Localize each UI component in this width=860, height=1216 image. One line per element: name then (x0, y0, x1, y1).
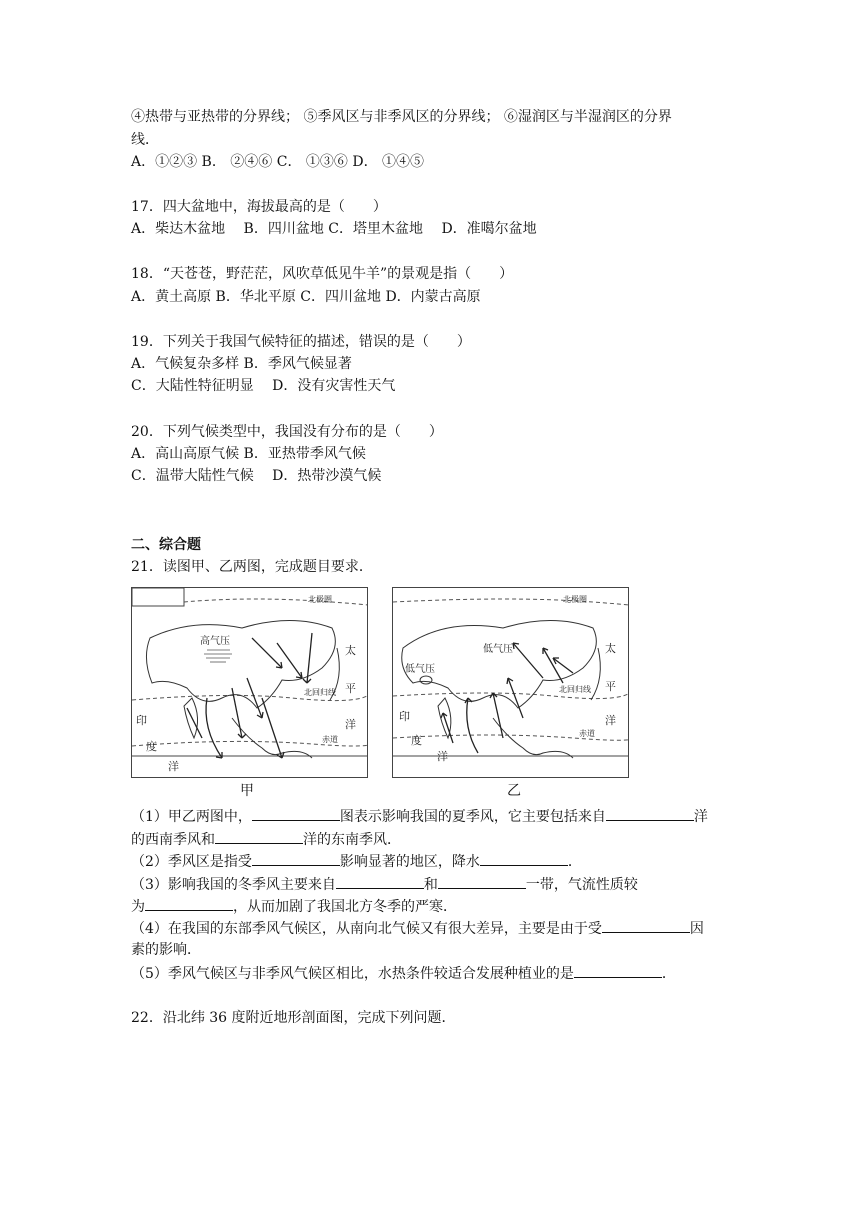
map-jia-label-tai: 太 (345, 644, 356, 657)
q21-p5b: ． (661, 966, 676, 982)
q21-blank-7[interactable] (438, 874, 526, 889)
map-yi-label-ping: 平 (605, 680, 616, 693)
q21-p1e: 洋的东南季风． (303, 832, 401, 848)
q21-p1b: 图表示影响我国的夏季风，它主要包括来自 (339, 809, 606, 825)
map-yi-label-low2: 低气压 (405, 664, 435, 675)
q16-line1: ④热带与亚热带的分界线； ⑤季风区与非季风区的分界线； ⑥湿润区与半湿润区的分界 (131, 109, 672, 125)
map-yi-label-du: 度 (411, 734, 422, 747)
map-yi-caption: 乙 (507, 783, 521, 799)
map-jia-label-arctic: 北极圈 (308, 595, 332, 604)
q18-stem: 18．“天苍苍，野茫茫，风吹草低见牛羊”的景观是指（ ） (131, 266, 514, 282)
q19-stem: 19．下列关于我国气候特征的描述，错误的是（ ） (131, 334, 471, 350)
q20-options-2: C．温带大陆性气候 D．热带沙漠气候 (131, 468, 382, 484)
q21-part3-line1 (131, 874, 638, 895)
map-yi-label-equator: 赤道 (579, 729, 595, 738)
map-jia-label-tropic: 北回归线 (304, 688, 336, 697)
map-jia-caption: 甲 (240, 783, 254, 799)
q21-part1-line1 (131, 806, 708, 827)
q16-line2: 线． (131, 132, 159, 148)
map-jia-label-yang2: 洋 (168, 760, 179, 773)
q21-p1a: （1）甲乙两图中， (131, 809, 252, 825)
map-jia-label-yang: 洋 (345, 718, 356, 731)
q16-options: A．①②③ B． ②④⑥ C． ①③⑥ D． ①④⑤ (131, 154, 425, 170)
q21-p3d: 为 (131, 899, 145, 915)
map-yi-label-tai: 太 (605, 642, 616, 655)
q21-part4-line2: 素的影响． (131, 942, 201, 958)
q21-p2c: ． (567, 854, 582, 870)
map-yi-label-arctic: 北极圈 (563, 595, 587, 604)
q21-part4-line1 (131, 918, 704, 939)
q21-blank-1[interactable] (252, 806, 340, 821)
q21-blank-4[interactable] (252, 851, 340, 866)
q19-options-2: C．大陆性特征明显 D．没有灾害性天气 (131, 378, 396, 394)
q21-p2a: （2）季风区是指受 (131, 854, 252, 870)
map-yi-label-yang2: 洋 (437, 750, 448, 763)
q21-part3-line2 (131, 896, 457, 917)
q21-p2b: 影响显著的地区，降水 (339, 854, 480, 870)
q21-p3a: （3）影响我国的冬季风主要来自 (131, 877, 336, 893)
map-jia-label-high: 高气压 (200, 636, 230, 647)
q20-stem: 20．下列气候类型中，我国没有分布的是（ ） (131, 424, 443, 440)
q18-options: A．黄土高原 B．华北平原 C．四川盆地 D．内蒙古高原 (131, 289, 481, 305)
q21-p1c: 洋 (693, 809, 708, 825)
map-yi-label-tropic: 北回归线 (559, 685, 591, 694)
q21-blank-2[interactable] (606, 806, 694, 821)
map-yi (392, 587, 629, 778)
q19-options-1: A．气候复杂多样 B．季风气候显著 (131, 356, 352, 372)
q21-p5a: （5）季风气候区与非季风气候区相比，水热条件较适合发展种植业的是 (131, 966, 574, 982)
q21-p3c: 一带，气流性质较 (525, 877, 638, 893)
map-jia-label-yin: 印 (136, 714, 147, 727)
q21-blank-5[interactable] (480, 851, 568, 866)
q21-p3e: ，从而加剧了我国北方冬季的严寒． (233, 899, 457, 915)
map-jia (131, 587, 368, 778)
map-jia-drawing (132, 588, 367, 777)
q21-stem: 21．读图甲、乙两图，完成题目要求． (131, 559, 373, 575)
q17-stem: 17．四大盆地中，海拔最高的是（ ） (131, 199, 387, 215)
q21-blank-3[interactable] (215, 829, 303, 844)
q17-options: A．柴达木盆地 B．四川盆地 C．塔里木盆地 D．准噶尔盆地 (131, 221, 537, 237)
q22-stem: 22．沿北纬 36 度附近地形剖面图，完成下列问题． (131, 1010, 456, 1026)
q21-blank-8[interactable] (145, 896, 233, 911)
map-yi-label-yin: 印 (399, 710, 410, 723)
q21-p4a: （4）在我国的东部季风气候区，从南向北气候又有很大差异，主要是由于受 (131, 921, 602, 937)
map-yi-drawing (393, 588, 628, 777)
map-yi-label-yang: 洋 (605, 714, 616, 727)
q20-options-1: A．高山高原气候 B．亚热带季风气候 (131, 446, 366, 462)
section-title: 二、综合题 (131, 537, 201, 553)
q21-p3b: 和 (423, 877, 438, 893)
map-jia-label-ping: 平 (345, 682, 356, 695)
q21-blank-6[interactable] (336, 874, 424, 889)
q21-part1-line2 (131, 829, 401, 850)
q21-part5 (131, 963, 676, 984)
q21-p4b: 因 (689, 921, 704, 937)
map-jia-label-du: 度 (146, 740, 157, 753)
q21-p1d: 的西南季风和 (131, 832, 215, 848)
q21-blank-10[interactable] (574, 963, 662, 978)
q21-blank-9[interactable] (602, 918, 690, 933)
map-yi-label-low1: 低气压 (483, 644, 513, 655)
q21-part2 (131, 851, 582, 872)
map-jia-label-equator: 赤道 (322, 735, 338, 744)
